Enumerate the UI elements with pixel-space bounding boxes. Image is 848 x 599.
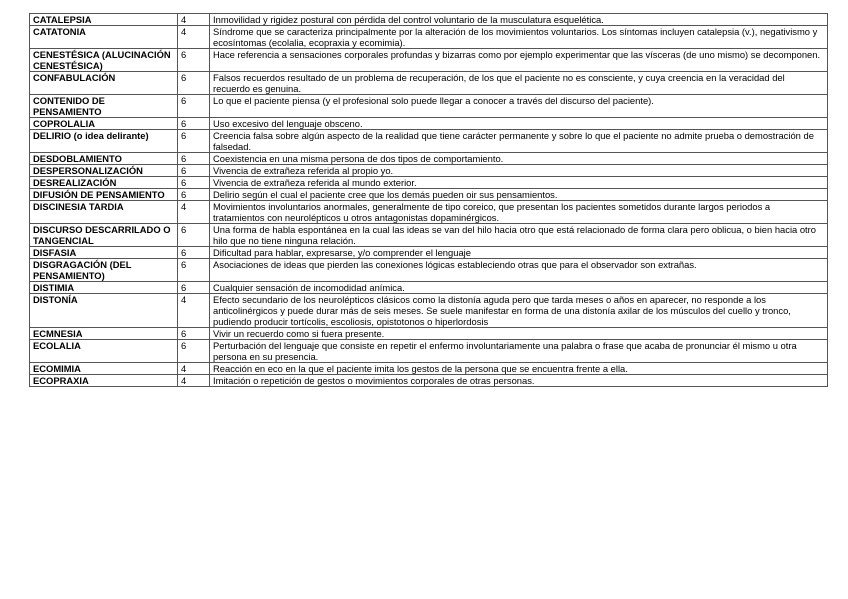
definition-cell: Vivencia de extrañeza referida al mundo exterior. xyxy=(210,177,828,189)
table-row xyxy=(30,224,828,247)
table-row xyxy=(30,130,828,153)
score-cell: 6 xyxy=(178,72,210,95)
definition-cell: Vivencia de extrañeza referida al propio yo. xyxy=(210,165,828,177)
table-row xyxy=(30,259,828,282)
score-cell: 6 xyxy=(178,118,210,130)
table-row xyxy=(30,282,828,294)
definition-cell: Imitación o repetición de gestos o movimientos corporales de otras personas. xyxy=(210,375,828,387)
term-cell: DISTIMIA xyxy=(30,282,178,294)
definition-cell: Movimientos involuntarios anormales, generalmente de tipo coreico, que presentan los pacientes sometidos durante largos periodos a tratamientos con neurolépticos u otros antagonistas dopaminérgicos. xyxy=(210,201,828,224)
glossary-table xyxy=(29,13,828,387)
term-cell: DISFASIA xyxy=(30,247,178,259)
score-cell: 6 xyxy=(178,340,210,363)
term-cell: DELIRIO (o idea delirante) xyxy=(30,130,178,153)
table-row xyxy=(30,201,828,224)
table-row xyxy=(30,189,828,201)
document-page xyxy=(29,13,828,387)
table-row xyxy=(30,340,828,363)
table-row xyxy=(30,375,828,387)
score-cell: 6 xyxy=(178,177,210,189)
score-cell: 6 xyxy=(178,224,210,247)
term-cell: ECMNESIA xyxy=(30,328,178,340)
term-cell: COPROLALIA xyxy=(30,118,178,130)
definition-cell: Una forma de habla espontánea en la cual las ideas se van del hilo hacia otro que está relacionado de forma clara pero oblicua, o bien hacia otro hilo que no tiene ninguna relación. xyxy=(210,224,828,247)
definition-cell: Coexistencia en una misma persona de dos tipos de comportamiento. xyxy=(210,153,828,165)
score-cell: 6 xyxy=(178,49,210,72)
table-row xyxy=(30,177,828,189)
term-cell: CATALEPSIA xyxy=(30,14,178,26)
definition-cell: Reacción en eco en la que el paciente imita los gestos de la persona que se encuentra frente a ella. xyxy=(210,363,828,375)
term-cell: DISGRAGACIÓN (DEL PENSAMIENTO) xyxy=(30,259,178,282)
score-cell: 6 xyxy=(178,130,210,153)
term-cell: DISCINESIA TARDIA xyxy=(30,201,178,224)
term-cell: CENESTÉSICA (ALUCINACIÓN CENESTÉSICA) xyxy=(30,49,178,72)
definition-cell: Vivir un recuerdo como si fuera presente. xyxy=(210,328,828,340)
score-cell: 4 xyxy=(178,375,210,387)
table-row xyxy=(30,165,828,177)
score-cell: 6 xyxy=(178,247,210,259)
definition-cell: Síndrome que se caracteriza principalmente por la alteración de los movimientos voluntarios. Los síntomas incluyen catalepsia (v.), negativismo y ecosíntomas (ecolalia, ecopraxia y ecomimia). xyxy=(210,26,828,49)
table-row xyxy=(30,294,828,328)
table-row xyxy=(30,26,828,49)
definition-cell: Lo que el paciente piensa (y el profesional solo puede llegar a conocer a través del discurso del paciente). xyxy=(210,95,828,118)
score-cell: 6 xyxy=(178,282,210,294)
table-row xyxy=(30,363,828,375)
table-row xyxy=(30,153,828,165)
score-cell: 6 xyxy=(178,153,210,165)
definition-cell: Asociaciones de ideas que pierden las conexiones lógicas estableciendo otras que para el observador son extrañas. xyxy=(210,259,828,282)
term-cell: ECOLALIA xyxy=(30,340,178,363)
term-cell: CATATONIA xyxy=(30,26,178,49)
term-cell: DIFUSIÓN DE PENSAMIENTO xyxy=(30,189,178,201)
term-cell: DESDOBLAMIENTO xyxy=(30,153,178,165)
table-row xyxy=(30,118,828,130)
term-cell: CONFABULACIÓN xyxy=(30,72,178,95)
definition-cell: Hace referencia a sensaciones corporales profundas y bizarras como por ejemplo experimentar que las vísceras (de uno mismo) se decomponen. xyxy=(210,49,828,72)
term-cell: DISCURSO DESCARRILADO O TANGENCIAL xyxy=(30,224,178,247)
term-cell: DESPERSONALIZACIÓN xyxy=(30,165,178,177)
score-cell: 6 xyxy=(178,165,210,177)
definition-cell: Cualquier sensación de incomodidad anímica. xyxy=(210,282,828,294)
term-cell: DESREALIZACIÓN xyxy=(30,177,178,189)
score-cell: 6 xyxy=(178,259,210,282)
definition-cell: Perturbación del lenguaje que consiste en repetir el enfermo involuntariamente una palabra o frase que acaba de pronunciar él mismo u otra persona en su presencia. xyxy=(210,340,828,363)
glossary-table-body xyxy=(30,14,828,387)
score-cell: 4 xyxy=(178,14,210,26)
definition-cell: Dificultad para hablar, expresarse, y/o comprender el lenguaje xyxy=(210,247,828,259)
term-cell: ECOPRAXIA xyxy=(30,375,178,387)
score-cell: 6 xyxy=(178,328,210,340)
table-row xyxy=(30,49,828,72)
term-cell: ECOMIMIA xyxy=(30,363,178,375)
definition-cell: Uso excesivo del lenguaje obsceno. xyxy=(210,118,828,130)
score-cell: 4 xyxy=(178,294,210,328)
table-row xyxy=(30,72,828,95)
score-cell: 6 xyxy=(178,189,210,201)
term-cell: CONTENIDO DE PENSAMIENTO xyxy=(30,95,178,118)
table-row xyxy=(30,328,828,340)
table-row xyxy=(30,247,828,259)
definition-cell: Falsos recuerdos resultado de un problema de recuperación, de los que el paciente no es consciente, y cuya creencia en la veracidad del recuerdo es genuina. xyxy=(210,72,828,95)
score-cell: 6 xyxy=(178,95,210,118)
definition-cell: Inmovilidad y rigidez postural con pérdida del control voluntario de la musculatura esquelética. xyxy=(210,14,828,26)
definition-cell: Efecto secundario de los neurolépticos clásicos como la distonía aguda pero que tarda meses o años en aparecer, no responde a los anticolinérgicos y puede durar más de seis meses. Se suele manifestar en forma de una distonía axilar de los músculos del cuello y tronco, pudiendo producir tortícolis, escoliosis, opistotonos o hiperlordosis xyxy=(210,294,828,328)
term-cell: DISTONÍA xyxy=(30,294,178,328)
score-cell: 4 xyxy=(178,363,210,375)
definition-cell: Delirio según el cual el paciente cree que los demás pueden oir sus pensamientos. xyxy=(210,189,828,201)
definition-cell: Creencia falsa sobre algún aspecto de la realidad que tiene carácter permanente y sobre lo que el paciente no admite prueba o demostración de falsedad. xyxy=(210,130,828,153)
score-cell: 4 xyxy=(178,26,210,49)
table-row xyxy=(30,95,828,118)
table-row xyxy=(30,14,828,26)
score-cell: 4 xyxy=(178,201,210,224)
